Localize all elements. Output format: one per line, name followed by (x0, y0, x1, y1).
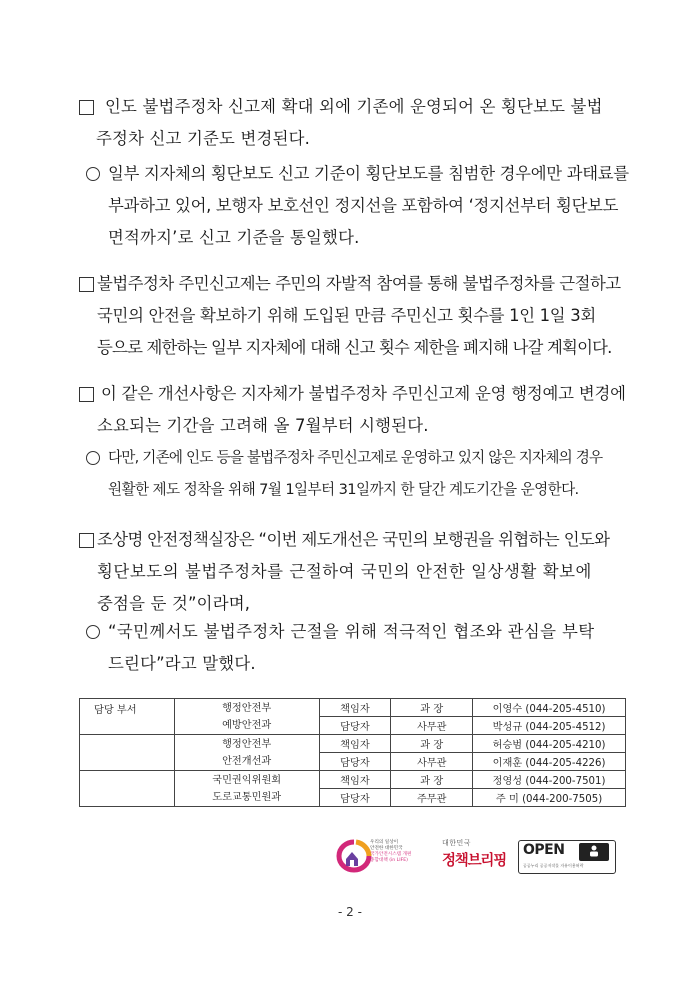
role-cell: 책임자 (319, 699, 391, 717)
dept-empty-cell (80, 735, 175, 771)
open-sub-text: 공공누리 공공저작물 자유이용허락 (523, 863, 584, 868)
logo-bar (336, 836, 626, 876)
square-bullet-icon (79, 277, 94, 292)
text-line: 소요되는 기간을 고려해 올 7월부터 시행된다. (97, 416, 429, 435)
dept-empty-cell (80, 771, 175, 807)
org-cell (174, 699, 319, 735)
text-line: 국민의 안전을 확보하기 위해 도입된 만큼 주민신고 횟수를 1인 1일 3회 (97, 306, 596, 325)
policy-briefing-logo (442, 838, 514, 876)
text-line: 다만, 기존에 인도 등을 불법주정차 주민신고제로 운영하고 있지 않은 지자체의 경우 (108, 449, 603, 466)
title-cell: 과 장 (391, 699, 473, 717)
role-cell: 담당자 (319, 753, 391, 771)
contact-cell: 이재훈 (044-205-4226) (473, 753, 626, 771)
briefing-main-text: 정책브리핑 (442, 853, 507, 869)
org-name: 행정안전부 (222, 702, 272, 714)
org-name: 행정안전부 (222, 738, 272, 750)
title-cell: 주무관 (391, 789, 473, 807)
safety-logo-text: 안전한 대한민국 (370, 846, 403, 851)
table-row (80, 735, 626, 753)
sub-bullet-paragraph (86, 616, 646, 680)
person-icon (587, 845, 601, 857)
role-cell: 책임자 (319, 735, 391, 753)
org-cell (174, 735, 319, 771)
text-line: 중점을 둔 것”이라며, (97, 594, 251, 613)
safety-campaign-logo (336, 836, 426, 876)
text-line: “국민께서도 불법주정차 근절을 위해 적극적인 협조와 관심을 부탁 (108, 622, 595, 641)
square-bullet-icon (79, 387, 94, 402)
contact-cell: 주 미 (044-200-7505) (473, 789, 626, 807)
briefing-small-text: 대한민국 (442, 839, 472, 847)
square-bullet-icon (79, 533, 94, 548)
role-cell: 담당자 (319, 717, 391, 735)
text-line: 면적까지’로 신고 기준을 통일했다. (108, 228, 360, 247)
safety-logo-text: 국가안전시스템 개편 (370, 852, 412, 857)
role-cell: 담당자 (319, 789, 391, 807)
role-cell: 책임자 (319, 771, 391, 789)
square-bullet-icon (79, 100, 94, 115)
open-license-logo (518, 840, 616, 874)
text-line: 원활한 제도 정착을 위해 7월 1일부터 31일까지 한 달간 계도기간을 운영한다. (108, 481, 579, 498)
org-name: 국민권익위원회 (212, 774, 282, 786)
bullet-paragraph (79, 91, 639, 155)
text-line: 일부 지자체의 횡단보도 신고 기준이 횡단보도를 침범한 경우에만 과태료를 (108, 164, 629, 183)
open-label: OPEN (523, 842, 565, 858)
title-cell: 과 장 (391, 771, 473, 789)
text-line: 불법주정차 주민신고제는 주민의 자발적 참여를 통해 불법주정차를 근절하고 (97, 274, 621, 293)
safety-logo-text: 우리의 일상이 (370, 840, 399, 845)
text-line: 조상명 안전정책실장은 “이번 제도개선은 국민의 보행권을 위협하는 인도와 (97, 530, 610, 549)
org-division: 안전개선과 (222, 755, 272, 767)
text-line: 이 같은 개선사항은 지자체가 불법주정차 주민신고제 운영 행정예고 변경에 (101, 384, 626, 403)
sub-bullet-paragraph (86, 442, 646, 506)
bullet-paragraph (79, 524, 639, 620)
contact-cell: 이영수 (044-205-4510) (473, 699, 626, 717)
contact-cell: 정영성 (044-200-7501) (473, 771, 626, 789)
bullet-paragraph (79, 378, 639, 442)
sub-bullet-paragraph (86, 158, 646, 254)
circle-bullet-icon (86, 625, 100, 639)
dept-header-cell: 담당 부서 (80, 699, 175, 735)
text-line: 주정차 신고 기준도 변경된다. (96, 129, 311, 148)
text-line: 드린다”라고 말했다. (108, 654, 256, 673)
text-line: 등으로 제한하는 일부 지자체에 대해 신고 횟수 제한을 폐지해 나갈 계획이다. (97, 338, 612, 357)
contact-cell: 박성규 (044-205-4512) (473, 717, 626, 735)
circle-bullet-icon (86, 451, 100, 465)
text-line: 횡단보도의 불법주정차를 근절하여 국민의 안전한 일상생활 확보에 (97, 562, 592, 581)
table-row (80, 771, 626, 789)
org-cell (174, 771, 319, 807)
contact-cell: 허승범 (044-205-4210) (473, 735, 626, 753)
org-division: 도로교통민원과 (212, 791, 282, 803)
bullet-paragraph (79, 268, 639, 364)
title-cell: 사무관 (391, 717, 473, 735)
contact-table (79, 698, 626, 807)
title-cell: 과 장 (391, 735, 473, 753)
text-line: 인도 불법주정차 신고제 확대 외에 기존에 운영되어 온 횡단보도 불법 (105, 97, 603, 116)
circle-bullet-icon (86, 167, 100, 181)
text-line: 부과하고 있어, 보행자 보호선인 정지선을 포함하여 ‘정지선부터 횡단보도 (108, 196, 619, 215)
table-row (80, 699, 626, 717)
open-type-box (579, 843, 609, 861)
safety-logo-text: 종합대책 (in LIFE) (370, 858, 408, 863)
org-division: 예방안전과 (222, 719, 272, 731)
page-number: - 2 - (338, 905, 362, 919)
safety-emblem-icon (336, 839, 372, 873)
title-cell: 사무관 (391, 753, 473, 771)
